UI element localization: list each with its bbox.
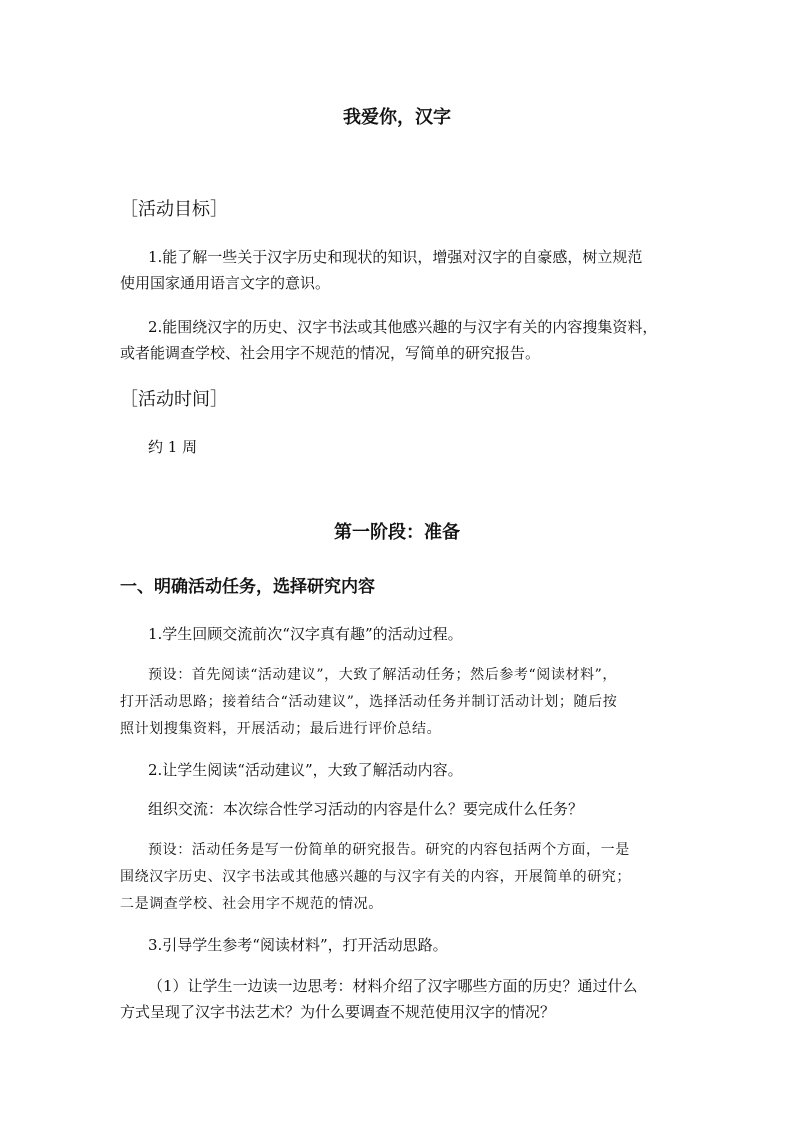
- goal-2-line-2: 或者能调查学校、社会用字不规范的情况，写简单的研究报告。: [120, 344, 541, 362]
- time-heading: ［活动时间］: [120, 389, 228, 410]
- goal-2-line-1: 2.能围绕汉字的历史、汉字书法或其他感兴趣的与汉字有关的内容搜集资料，: [148, 318, 658, 336]
- part-1-heading: 一、明确活动任务，选择研究内容: [120, 577, 375, 597]
- preset-1-line-2: 打开活动思路；接着结合“活动建议”，选择活动任务并制订活动计划；随后按: [120, 694, 618, 710]
- preset-1-line-3: 照计划搜集资料，开展活动；最后进行评价总结。: [120, 721, 442, 737]
- page-title: 我爱你，汉字: [343, 107, 451, 128]
- step-1: 1.学生回顾交流前次“汉字真有趣”的活动过程。: [148, 625, 463, 643]
- preset-2-line-2: 围绕汉字历史、汉字书法或其他感兴趣的与汉字有关的内容，开展简单的研究；: [120, 869, 631, 885]
- preset-1-line-1: 预设：首先阅读“活动建议”，大致了解活动任务；然后参考“阅读材料”，: [148, 667, 618, 683]
- step-3: 3.引导学生参考“阅读材料”，打开活动思路。: [148, 936, 448, 954]
- step-2: 2.让学生阅读“活动建议”，大致了解活动内容。: [148, 761, 463, 779]
- preset-2-line-1: 预设：活动任务是写一份简单的研究报告。研究的内容包括两个方面，一是: [148, 842, 630, 858]
- sub-step-1-line-1: （1）让学生一边读一边思考：材料介绍了汉字哪些方面的历史？通过什么: [148, 977, 638, 995]
- time-value: 约 1 周: [148, 438, 198, 456]
- sub-step-1-line-2: 方式呈现了汉字书法艺术？为什么要调查不规范使用汉字的情况？: [120, 1003, 556, 1021]
- discussion-prompt: 组织交流：本次综合性学习活动的内容是什么？要完成什么任务？: [148, 800, 584, 818]
- preset-2-line-3: 二是调查学校、社会用字不规范的情况。: [120, 896, 383, 912]
- stage-title: 第一阶段：准备: [334, 522, 460, 543]
- goal-1-line-2: 使用国家通用语言文字的意识。: [120, 274, 331, 292]
- goal-1-line-1: 1.能了解一些关于汉字历史和现状的知识，增强对汉字的自豪感，树立规范: [148, 248, 643, 266]
- goal-heading: ［活动目标］: [120, 199, 228, 220]
